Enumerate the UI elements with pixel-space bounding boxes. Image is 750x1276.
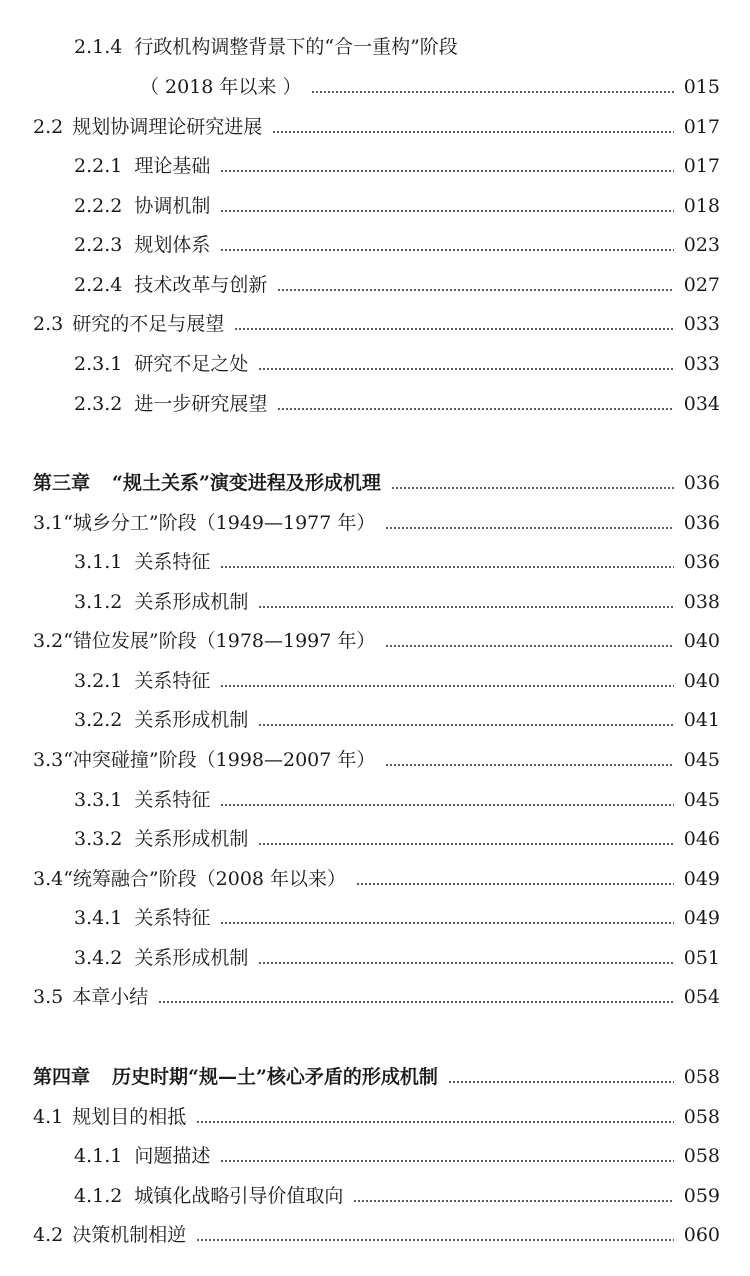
entry-number: 2.2.3: [74, 233, 123, 256]
entry-number: 2.2.2: [74, 194, 123, 217]
entry-number: 2.2.1: [74, 154, 123, 177]
entry-number: 4.1.2: [74, 1184, 123, 1207]
page-number: 045: [683, 748, 720, 771]
entry-title: 关系形成机制: [134, 708, 249, 731]
entry-number: 2.1.4: [74, 35, 123, 58]
page-number: 017: [683, 115, 720, 138]
chapter-title: 历史时期“规—土”核心矛盾的形成机制: [112, 1065, 438, 1088]
entry-title: 关系特征: [134, 669, 211, 692]
entry-title: 问题描述: [134, 1144, 211, 1167]
toc-entry-4-1-1[interactable]: [0, 1136, 750, 1176]
toc-entry-2-3[interactable]: [0, 304, 750, 344]
entry-number: 3.5: [33, 985, 64, 1008]
entry-number: 2.3.2: [74, 392, 123, 415]
toc-entry-3-2-2[interactable]: [0, 700, 750, 740]
page-number: 041: [683, 708, 720, 731]
entry-number: 3.4.1: [74, 906, 123, 929]
page-number: 058: [683, 1144, 720, 1167]
entry-title: 城镇化战略引导价值取向: [134, 1184, 344, 1207]
entry-title: 关系特征: [134, 788, 211, 811]
page-number: 060: [683, 1223, 720, 1246]
entry-number: 2.3: [33, 312, 64, 335]
entry-number: 2.2.4: [74, 273, 123, 296]
entry-number: 2.3.1: [74, 352, 123, 375]
page-number: 036: [683, 550, 720, 573]
dot-leader: [258, 368, 674, 370]
dot-leader: [385, 527, 674, 529]
toc-entry-2-2-3[interactable]: [0, 225, 750, 265]
dot-leader: [272, 131, 674, 133]
entry-title: “冲突碰撞”阶段（1998—2007 年）: [63, 748, 376, 771]
page-number: 018: [683, 194, 720, 217]
dot-leader: [258, 606, 674, 608]
page-number: 015: [683, 75, 720, 98]
page-number: 034: [683, 392, 720, 415]
dot-leader: [220, 249, 674, 251]
dot-leader: [356, 883, 674, 885]
toc-entry-2-2[interactable]: [0, 107, 750, 147]
page-number: 033: [683, 312, 720, 335]
entry-title: 研究的不足与展望: [72, 312, 225, 335]
page-number: 046: [683, 827, 720, 850]
entry-title: 关系形成机制: [134, 590, 249, 613]
dot-leader: [220, 685, 674, 687]
page-number: 049: [683, 867, 720, 890]
entry-number: 3.1.1: [74, 550, 123, 573]
toc-entry-4-1-2[interactable]: [0, 1176, 750, 1216]
toc-chapter-4[interactable]: [0, 1057, 750, 1097]
entry-title: “城乡分工”阶段（1949—1977 年）: [63, 511, 376, 534]
dot-leader: [258, 962, 674, 964]
entry-title: （ 2018 年以来 ）: [140, 75, 302, 98]
dot-leader: [196, 1239, 674, 1241]
page-number: 058: [683, 1105, 720, 1128]
page-number: 058: [683, 1065, 720, 1088]
page-number: 040: [683, 669, 720, 692]
entry-title: 理论基础: [134, 154, 211, 177]
toc-entry-3-1-2[interactable]: [0, 582, 750, 622]
toc-entry-3-1-1[interactable]: [0, 542, 750, 582]
entry-title: 进一步研究展望: [134, 392, 268, 415]
toc-entry-4-1[interactable]: [0, 1097, 750, 1137]
entry-number: 2.2: [33, 115, 64, 138]
chapter-title: “规土关系”演变进程及形成机理: [112, 471, 381, 494]
toc-entry-2-2-2[interactable]: [0, 186, 750, 226]
entry-number: 3.4.2: [74, 946, 123, 969]
entry-title: 规划协调理论研究进展: [72, 115, 263, 138]
entry-number: 3.4: [33, 867, 64, 890]
entry-number: 3.2.1: [74, 669, 123, 692]
dot-leader: [258, 843, 674, 845]
dot-leader: [258, 724, 674, 726]
toc-entry-3-2[interactable]: [0, 621, 750, 661]
toc-entry-3-4-1[interactable]: [0, 898, 750, 938]
entry-title: “统筹融合”阶段（2008 年以来）: [63, 867, 347, 890]
entry-number: 3.1: [33, 511, 64, 534]
entry-number: 4.1: [33, 1105, 64, 1128]
entry-title: 协调机制: [134, 194, 211, 217]
dot-leader: [220, 170, 674, 172]
page-number: 049: [683, 906, 720, 929]
entry-title: 技术改革与创新: [134, 273, 268, 296]
entry-title: 关系形成机制: [134, 827, 249, 850]
entry-title: 行政机构调整背景下的“合一重构”阶段: [134, 35, 458, 58]
toc-entry-3-4-2[interactable]: [0, 938, 750, 978]
page-number: 036: [683, 511, 720, 534]
page-number: 038: [683, 590, 720, 613]
entry-number: 4.2: [33, 1223, 64, 1246]
toc-entry-2-1-4-continued[interactable]: [0, 67, 750, 107]
dot-leader: [353, 1200, 674, 1202]
toc-entry-3-3-1[interactable]: [0, 780, 750, 820]
entry-number: 4.1.1: [74, 1144, 123, 1167]
page-number: 040: [683, 629, 720, 652]
dot-leader: [220, 210, 674, 212]
dot-leader: [277, 408, 674, 410]
entry-title: 关系形成机制: [134, 946, 249, 969]
page-number: 054: [683, 985, 720, 1008]
toc-entry-3-1[interactable]: [0, 503, 750, 543]
entry-title: 研究不足之处: [134, 352, 249, 375]
entry-number: 3.2: [33, 629, 64, 652]
dot-leader: [391, 487, 674, 489]
entry-title: 关系特征: [134, 906, 211, 929]
page-number: 023: [683, 233, 720, 256]
toc-entry-4-2[interactable]: [0, 1215, 750, 1255]
toc-chapter-3[interactable]: [0, 463, 750, 503]
toc-entry-3-4[interactable]: [0, 859, 750, 899]
toc-entry-3-5[interactable]: [0, 977, 750, 1017]
dot-leader: [158, 1001, 674, 1003]
toc-entry-3-2-1[interactable]: [0, 661, 750, 701]
page-number: 033: [683, 352, 720, 375]
toc-entry-2-3-2[interactable]: [0, 384, 750, 424]
dot-leader: [234, 328, 674, 330]
entry-number: 3.3.2: [74, 827, 123, 850]
entry-title: 关系特征: [134, 550, 211, 573]
dot-leader: [277, 289, 674, 291]
dot-leader: [220, 922, 674, 924]
dot-leader: [385, 764, 674, 766]
entry-title: 决策机制相逆: [72, 1223, 187, 1246]
page-number: 027: [683, 273, 720, 296]
dot-leader: [220, 804, 674, 806]
toc-entry-2-1-4[interactable]: [0, 27, 750, 67]
dot-leader: [220, 566, 674, 568]
page-number: 036: [683, 471, 720, 494]
dot-leader: [196, 1121, 674, 1123]
dot-leader: [385, 645, 674, 647]
entry-title: 本章小结: [72, 985, 149, 1008]
toc-entry-3-3-2[interactable]: [0, 819, 750, 859]
entry-title: “错位发展”阶段（1978—1997 年）: [63, 629, 376, 652]
dot-leader: [448, 1081, 674, 1083]
chapter-number: 第四章: [33, 1065, 91, 1088]
page-number: 059: [683, 1184, 720, 1207]
toc-entry-2-3-1[interactable]: [0, 344, 750, 384]
toc-entry-2-2-4[interactable]: [0, 265, 750, 305]
dot-leader: [311, 91, 674, 93]
toc-entry-3-3[interactable]: [0, 740, 750, 780]
page-number: 051: [683, 946, 720, 969]
entry-number: 3.2.2: [74, 708, 123, 731]
entry-number: 3.3: [33, 748, 64, 771]
page-number: 017: [683, 154, 720, 177]
entry-title: 规划体系: [134, 233, 211, 256]
page-number: 045: [683, 788, 720, 811]
entry-number: 3.3.1: [74, 788, 123, 811]
chapter-number: 第三章: [33, 471, 91, 494]
entry-number: 3.1.2: [74, 590, 123, 613]
dot-leader: [220, 1160, 674, 1162]
entry-title: 规划目的相抵: [72, 1105, 187, 1128]
toc-entry-2-2-1[interactable]: [0, 146, 750, 186]
